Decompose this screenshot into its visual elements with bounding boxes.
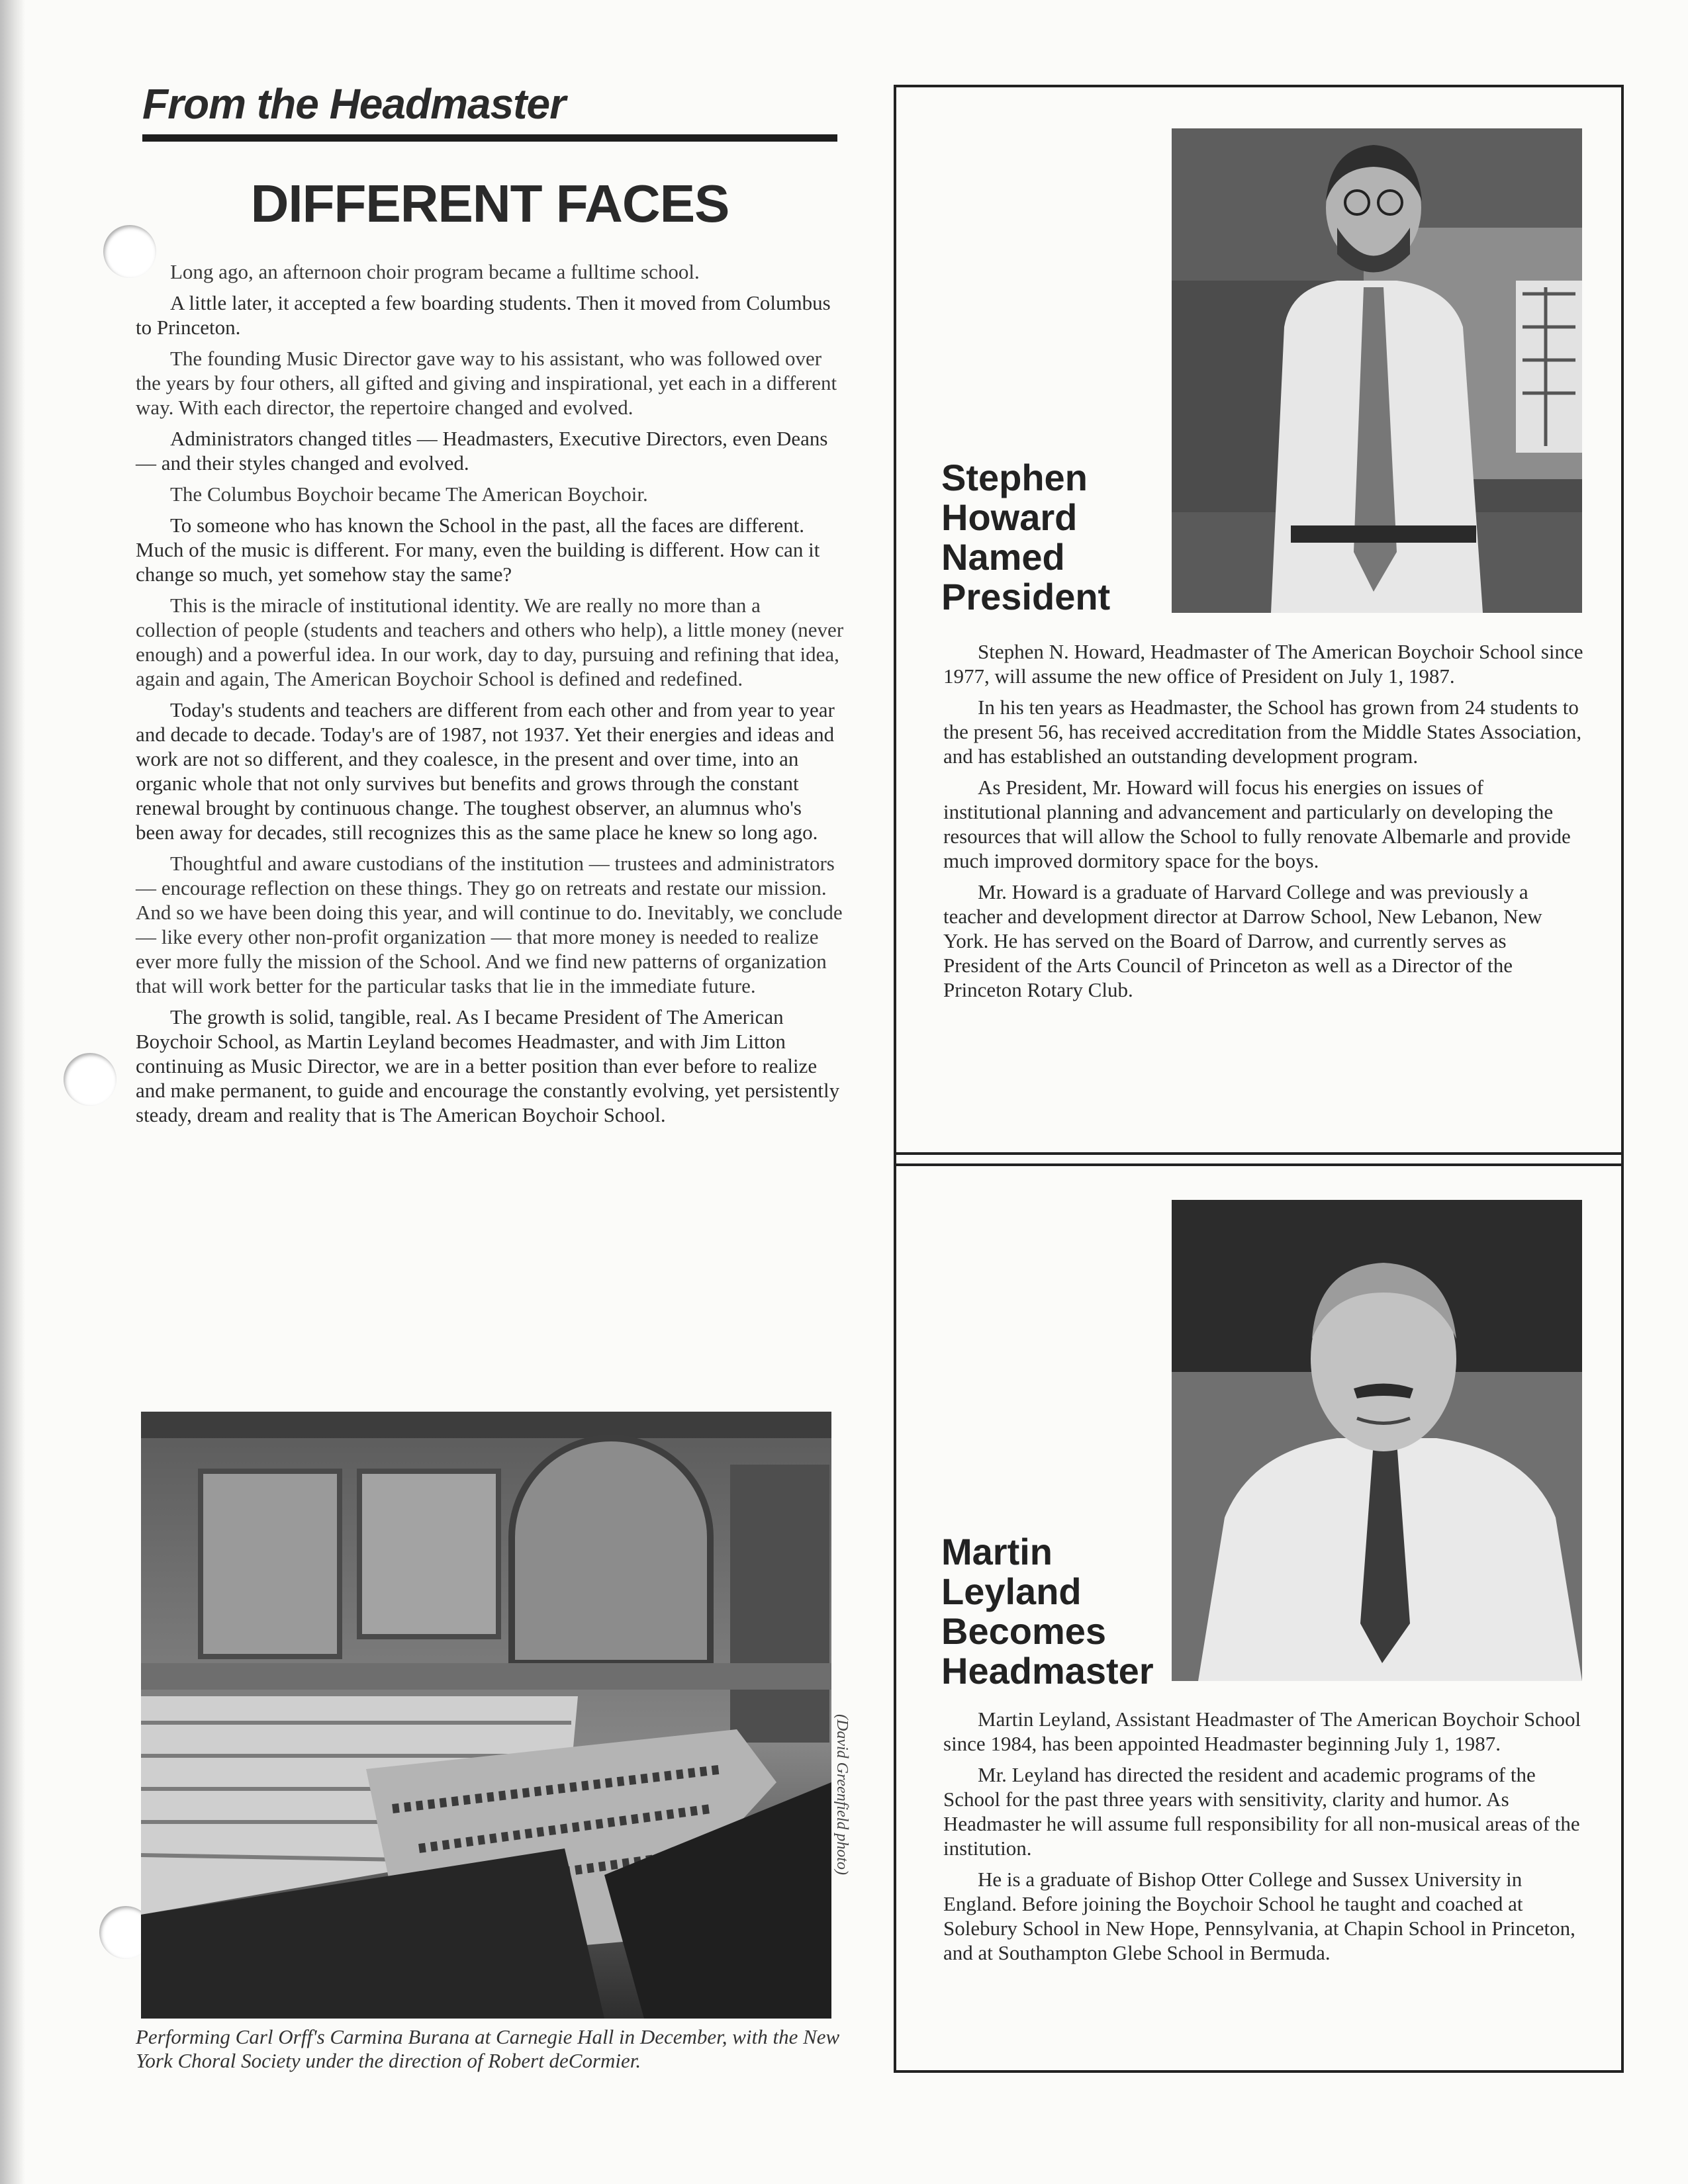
article-paragraph: A little later, it accepted a few boarding students. Then it moved from Columbus to Princeton. <box>136 291 831 339</box>
howard-article <box>943 639 1585 1009</box>
article-paragraph: This is the miracle of institutional identity. We are really no more than a collection of people (students and teachers and others who help), a little money (never enough) and a powerful idea. In our work, day to day, pursuing and refining that idea, again and again, The American Boychoir School is defined and redefined. <box>136 594 844 690</box>
article-paragraph: The Columbus Boychoir became The American Boychoir. <box>170 482 648 506</box>
headline-line: Named <box>941 536 1065 578</box>
photo-caption: Performing Carl Orff's Carmina Burana at Carnegie Hall in December, with the New York Choral Society under the direction of Robert deCormier. <box>136 2025 840 2072</box>
headline-line: Martin <box>941 1531 1053 1572</box>
article-paragraph: Today's students and teachers are different from each other and from year to year and decade to decade. Today's are of 1987, not 1937. Yet their energies and ideas and work are not so different, and they coalesce, in the present and over time, into an organic whole that not only survives but benefits and grows through the constant renewal brought by continuous change. The toughest observer, an alumnus who's been away for decades, still recognizes this as the same place he knew so long ago. <box>136 698 835 844</box>
article-paragraph: To someone who has known the School in the past, all the faces are different. Much of the music is different. For many, even the building is different. How can it change so much, yet somehow stay the same? <box>136 514 820 586</box>
headline-line: Howard <box>941 496 1078 538</box>
article-paragraph: Long ago, an afternoon choir program became a fulltime school. <box>170 260 700 283</box>
howard-paragraph: Stephen N. Howard, Headmaster of The American Boychoir School since 1977, will assume the new office of President on July 1, 1987. <box>943 640 1583 688</box>
section-title: From the Headmaster <box>142 80 565 128</box>
headline-line: Headmaster <box>941 1650 1154 1692</box>
martin-leyland-photo <box>1172 1200 1582 1681</box>
leyland-article <box>943 1707 1585 1972</box>
article-paragraph: The growth is solid, tangible, real. As I became President of The American Boychoir School, as Martin Leyland becomes Headmaster, and with Jim Litton continuing as Music Director, we are in a better position than ever before to realize and make permanent, to guide and encourage the constantly evolving, yet persistently steady, dream and reality that is The American Boychoir School. <box>136 1005 840 1126</box>
article-paragraph: The founding Music Director gave way to his assistant, who was followed over the years by four others, all gifted and giving and inspirational, yet each in a different way. With each director, the repertoire changed and evolved. <box>136 347 837 419</box>
howard-paragraph: In his ten years as Headmaster, the School has grown from 24 students to the present 56, has received accreditation from the Middle States Association, and has established an outstanding development program. <box>943 696 1582 768</box>
leyland-paragraph: He is a graduate of Bishop Otter College and Sussex University in England. Before joining the Boychoir School he taught and coached at Solebury School in New Hope, Pennsylvania, at Chapin School in Princeton, and at Southampton Glebe School in Bermuda. <box>943 1868 1575 1964</box>
howard-paragraph: Mr. Howard is a graduate of Harvard College and was previously a teacher and development director at Darrow School, New Lebanon, New York. He has served on the Board of Darrow, and currently serves as President of the Arts Council of Princeton as well as a Director of the Princeton Rotary Club. <box>943 880 1542 1001</box>
page-edge-shadow <box>0 0 25 2184</box>
article-paragraph: Administrators changed titles — Headmasters, Executive Directors, even Deans — and their styles changed and evolved. <box>136 427 828 475</box>
leyland-paragraph: Mr. Leyland has directed the resident and academic programs of the School for the past three years with sensitivity, clarity and humor. As Headmaster he will assume full responsibility for all non-musical areas of the institution. <box>943 1763 1580 1860</box>
article-body <box>136 259 844 1134</box>
concert-hall-photo <box>141 1412 831 2019</box>
photo-credit: (David Greenfield photo) <box>833 1714 851 1876</box>
leyland-headline <box>941 1532 1154 1691</box>
headline-line: Stephen <box>941 457 1088 498</box>
binder-hole <box>64 1053 117 1106</box>
headline-line: President <box>941 576 1111 617</box>
article-paragraph: Thoughtful and aware custodians of the institution — trustees and administrators — encourage reflection on these things. They go on retreats and restate our mission. And so we have been doing this year, and will continue to do. Inevitably, we conclude — like every other non-profit organization — that more money is needed to realize ever more fully the mission of the School. And we find new patterns of organization that will work better for the particular tasks that lie in the immediate future. <box>136 852 843 997</box>
howard-headline <box>941 458 1110 617</box>
stephen-howard-photo <box>1172 128 1582 613</box>
leyland-paragraph: Martin Leyland, Assistant Headmaster of The American Boychoir School since 1984, has been appointed Headmaster beginning July 1, 1987. <box>943 1707 1581 1755</box>
article-headline: DIFFERENT FACES <box>250 174 729 233</box>
title-rule <box>142 134 837 142</box>
headline-line: Leyland <box>941 1570 1082 1612</box>
howard-paragraph: As President, Mr. Howard will focus his energies on issues of institutional planning and advancement and particularly on developing the resources that will allow the School to fully renovate Albemarle and provide much improved dormitory space for the boys. <box>943 776 1571 872</box>
headline-line: Becomes <box>941 1610 1107 1652</box>
